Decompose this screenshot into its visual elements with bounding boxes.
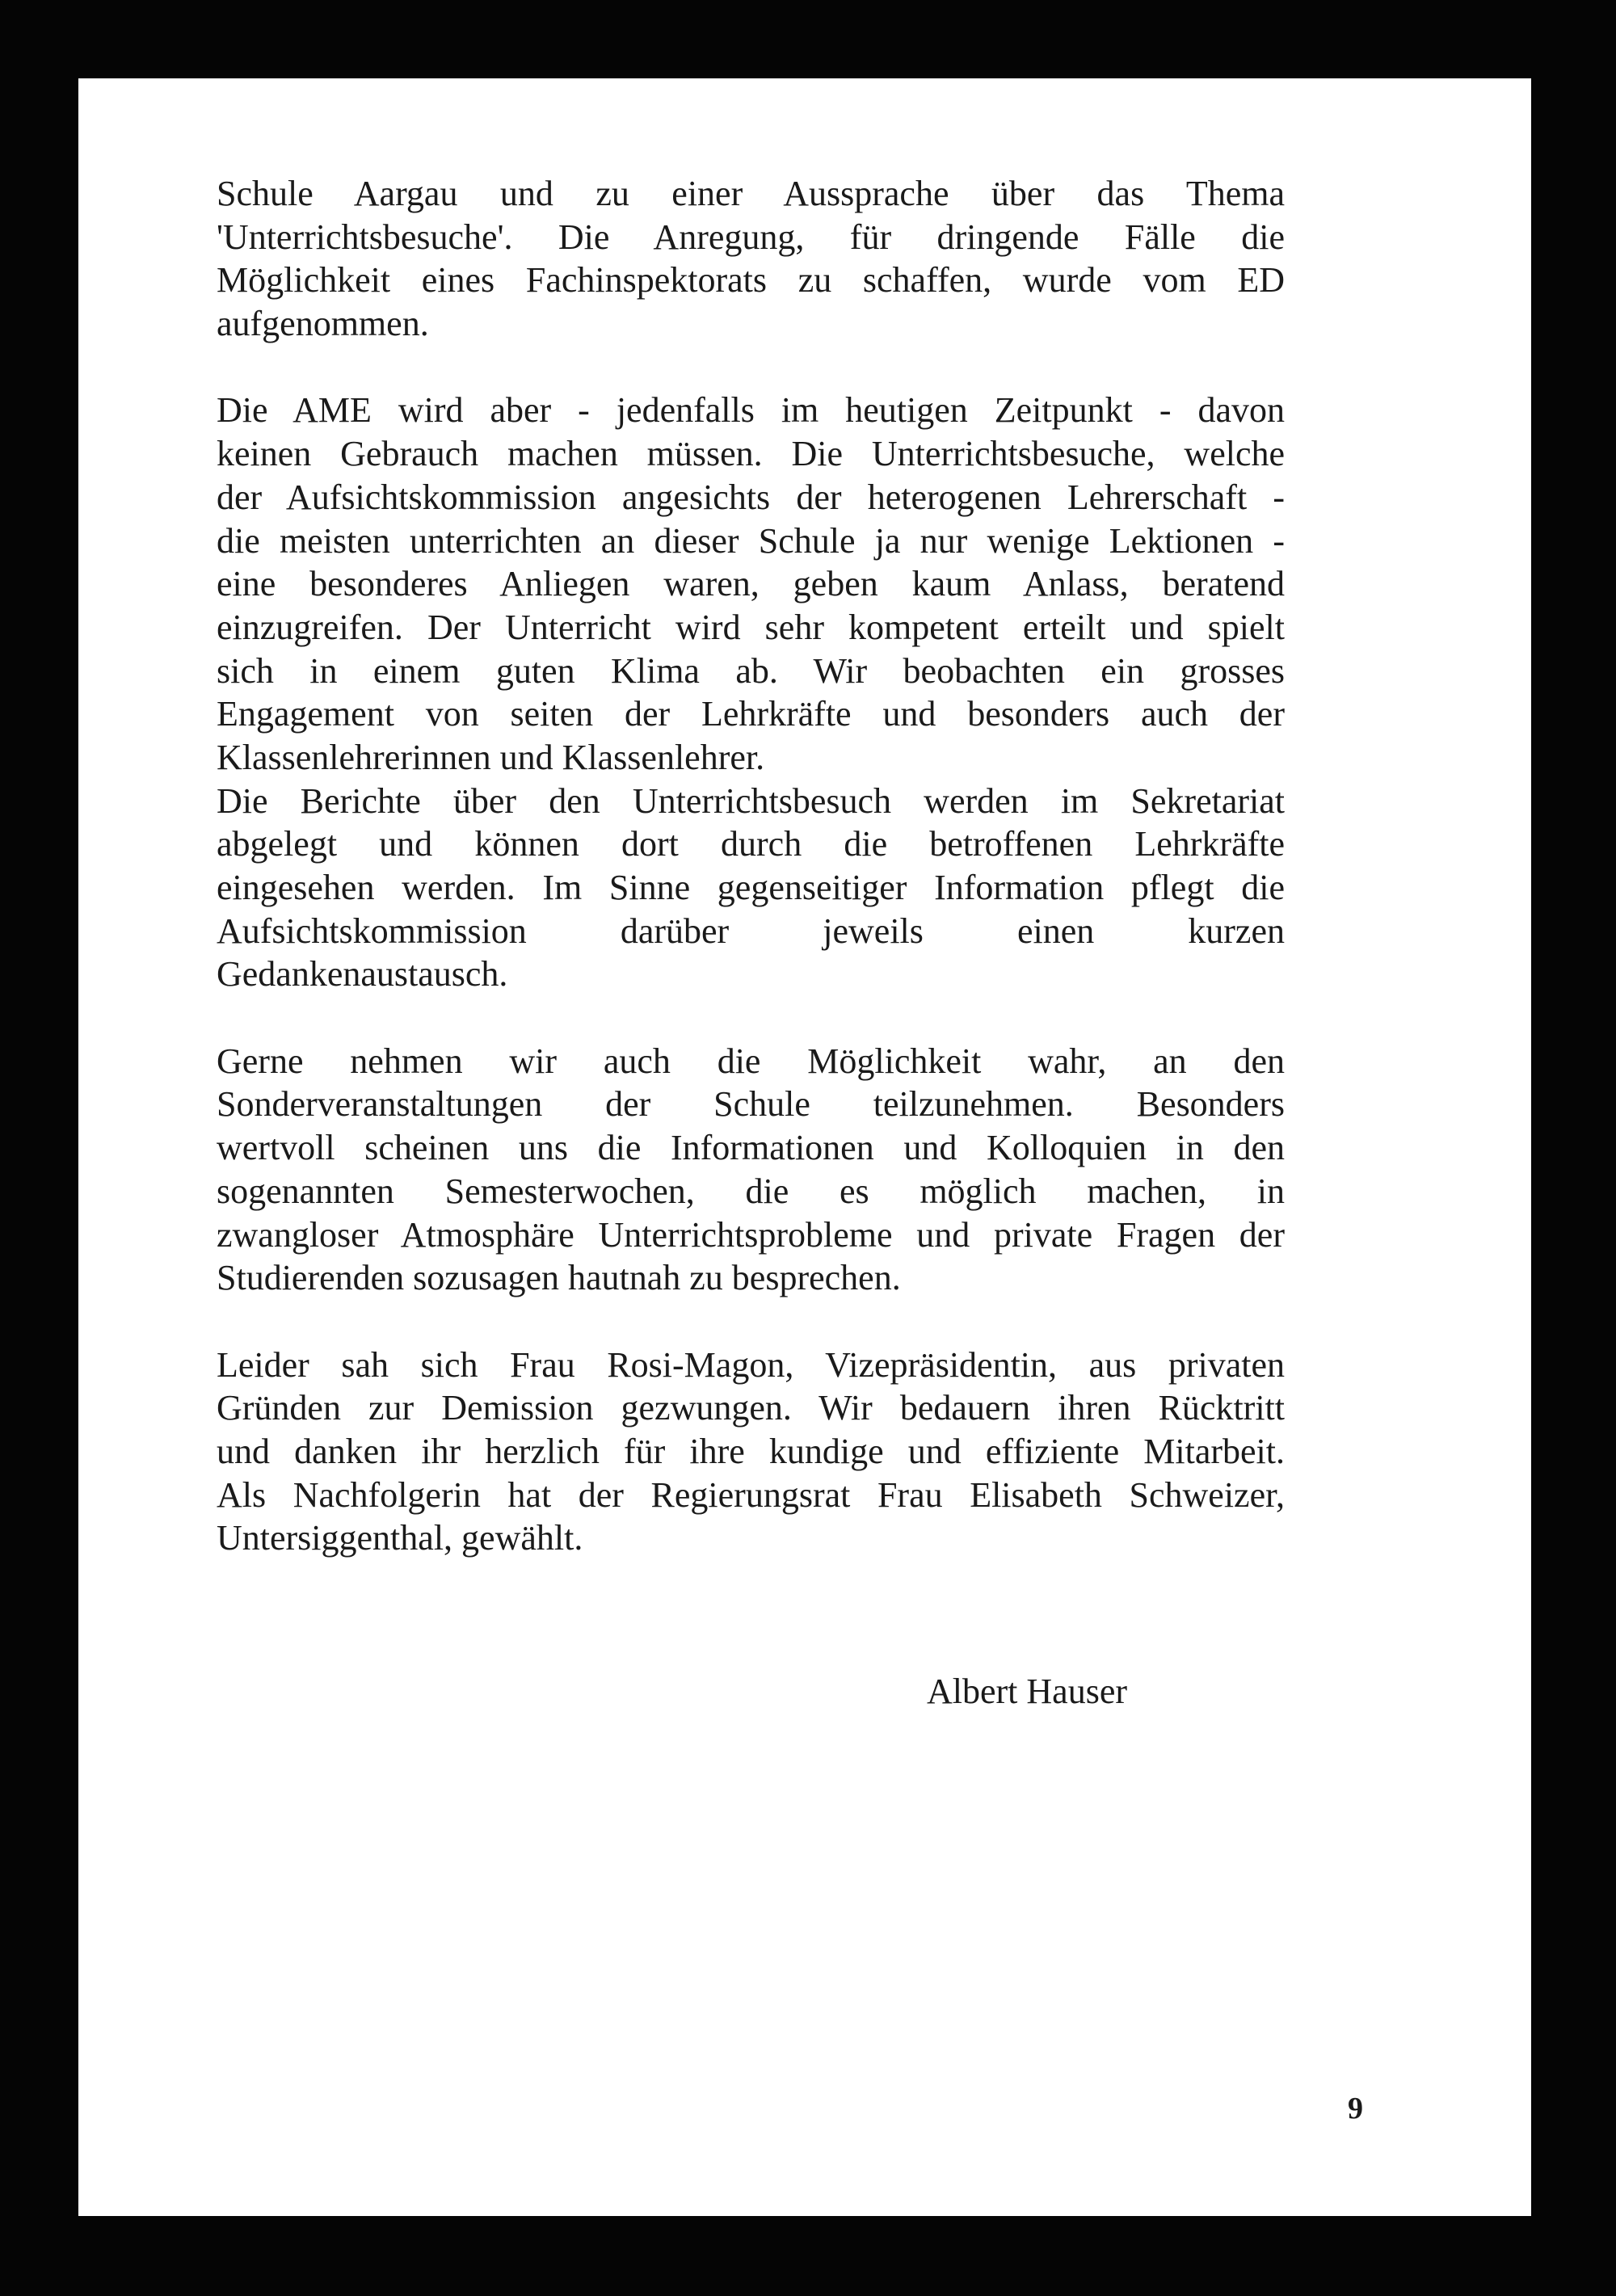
paragraph	[217, 172, 1285, 346]
text-line: Gründen zur Demission gezwungen. Wir bedauern ihren Rücktritt	[217, 1388, 1285, 1428]
text-line: Als Nachfolgerin hat der Regierungsrat Frau Elisabeth Schweizer,	[217, 1474, 1285, 1515]
text-line: Die Berichte über den Unterrichtsbesuch werden im Sekretariat	[217, 780, 1285, 821]
text-line: Schule Aargau und zu einer Aussprache über das Thema	[217, 174, 1285, 213]
text-line: zwangloser Atmosphäre Unterrichtsprobleme und private Fragen der	[217, 1214, 1285, 1255]
paragraph	[217, 389, 1285, 779]
text-line: sich in einem guten Klima ab. Wir beobachten ein grosses	[217, 650, 1285, 691]
text-line: eingesehen werden. Im Sinne gegenseitiger Information pflegt die	[217, 868, 1285, 907]
text-line: einzugreifen. Der Unterricht wird sehr kompetent erteilt und spielt	[217, 607, 1285, 647]
text-line: Untersiggenthal, gewählt.	[217, 1518, 583, 1558]
paragraph	[217, 1344, 1285, 1560]
text-line: abgelegt und können dort durch die betroffenen Lehrkräfte	[217, 824, 1285, 864]
text-line: Klassenlehrerinnen und Klassenlehrer.	[217, 737, 765, 777]
page-number: 9	[1348, 2092, 1363, 2126]
text-line: Aufsichtskommission darüber jeweils einen kurzen	[217, 910, 1285, 951]
text-line: Gedankenaustausch.	[217, 954, 508, 995]
paragraph-gap	[217, 1300, 1285, 1344]
text-line: eine besonderes Anliegen waren, geben kaum Anlass, beratend	[217, 564, 1285, 604]
text-line: Studierenden sozusagen hautnah zu besprechen.	[217, 1258, 901, 1298]
paragraph-gap	[217, 996, 1285, 1040]
text-line: die meisten unterrichten an dieser Schule ja nur wenige Lektionen -	[217, 520, 1285, 561]
text-line: sogenannten Semesterwochen, die es möglich machen, in	[217, 1171, 1285, 1211]
text-line: 'Unterrichtsbesuche'. Die Anregung, für dringende Fälle die	[217, 217, 1285, 257]
paragraph	[217, 1040, 1285, 1300]
signature: Albert Hauser	[927, 1672, 1128, 1711]
text-line: Die AME wird aber - jedenfalls im heutigen Zeitpunkt - davon	[217, 390, 1285, 431]
text-line: Möglichkeit eines Fachinspektorats zu schaffen, wurde vom ED	[217, 260, 1285, 301]
paragraph	[217, 780, 1285, 996]
text-line: wertvoll scheinen uns die Informationen und Kolloquien in den	[217, 1128, 1285, 1168]
text-line: und danken ihr herzlich für ihre kundige und effiziente Mitarbeit.	[217, 1431, 1285, 1471]
text-line: der Aufsichtskommission angesichts der heterogenen Lehrerschaft -	[217, 477, 1285, 517]
paragraph-gap	[217, 346, 1285, 389]
text-line: Sonderveranstaltungen der Schule teilzunehmen. Besonders	[217, 1084, 1285, 1125]
text-line: Engagement von seiten der Lehrkräfte und besonders auch der	[217, 694, 1285, 734]
text-line: keinen Gebrauch machen müssen. Die Unterrichtsbesuche, welche	[217, 434, 1285, 474]
text-line: aufgenommen.	[217, 304, 429, 344]
text-line: Gerne nehmen wir auch die Möglichkeit wahr, an den	[217, 1041, 1285, 1081]
text-line: Leider sah sich Frau Rosi-Magon, Vizepräsidentin, aus privaten	[217, 1344, 1285, 1385]
body-text	[217, 172, 1285, 1560]
